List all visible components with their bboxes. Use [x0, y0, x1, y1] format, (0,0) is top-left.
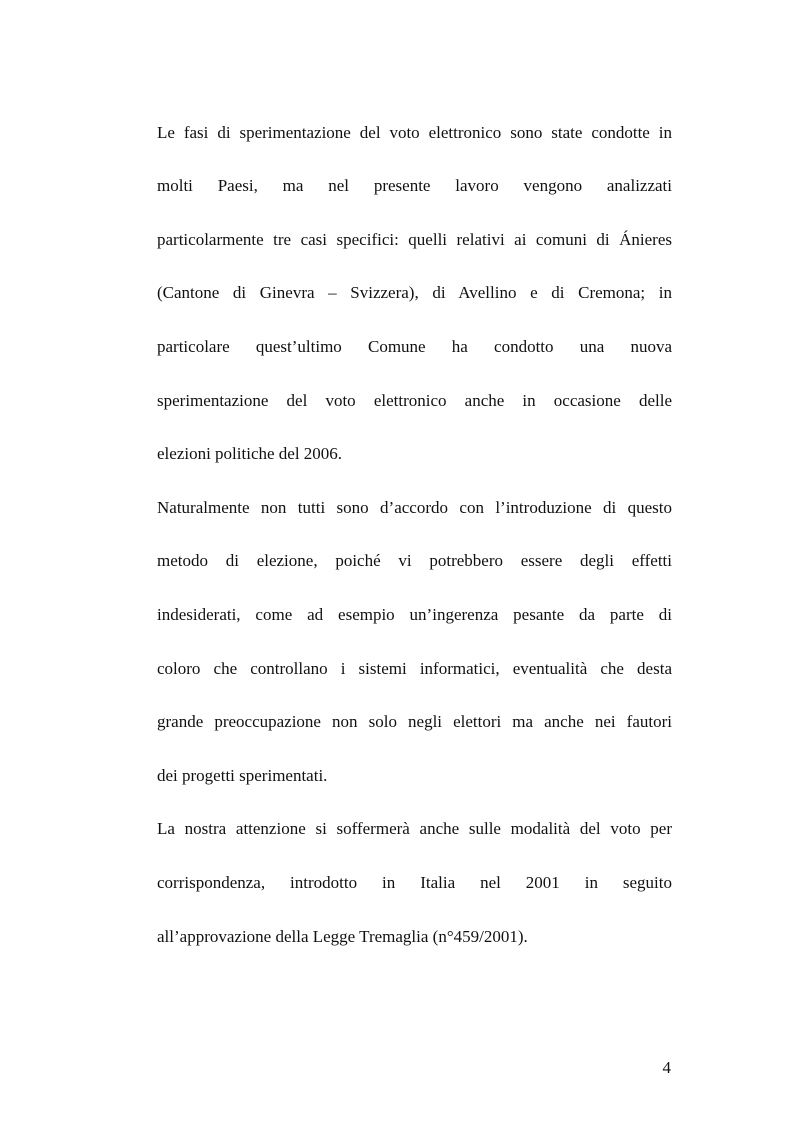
paragraph-3-line-1: La nostra attenzione si soffermerà anche sulle modalità del voto per [157, 819, 672, 838]
paragraph-1-line-2: molti Paesi, ma nel presente lavoro vengono analizzati [157, 176, 672, 195]
paragraph-1-line-6: sperimentazione del voto elettronico anche in occasione delle [157, 391, 672, 410]
paragraph-1-line-1: Le fasi di sperimentazione del voto elettronico sono state condotte in [157, 123, 672, 142]
paragraph-1-line-3: particolarmente tre casi specifici: quelli relativi ai comuni di Ánieres [157, 230, 672, 249]
paragraph-3-line-2: corrispondenza, introdotto in Italia nel 2001 in seguito [157, 873, 672, 892]
paragraph-2-line-5: grande preoccupazione non solo negli elettori ma anche nei fautori [157, 712, 672, 731]
paragraph-1-line-5: particolare quest’ultimo Comune ha condotto una nuova [157, 337, 672, 356]
paragraph-1-line-4: (Cantone di Ginevra – Svizzera), di Avellino e di Cremona; in [157, 283, 672, 302]
page-number: 4 [662, 1058, 671, 1077]
paragraph-2-line-1: Naturalmente non tutti sono d’accordo con l’introduzione di questo [157, 498, 672, 517]
paragraph-1-line-7: elezioni politiche del 2006. [157, 444, 343, 463]
paragraph-2-line-4: coloro che controllano i sistemi informatici, eventualità che desta [157, 659, 672, 678]
paragraph-2-line-6: dei progetti sperimentati. [157, 766, 328, 785]
paragraph-2-line-2: metodo di elezione, poiché vi potrebbero essere degli effetti [157, 551, 672, 570]
paragraph-2-line-3: indesiderati, come ad esempio un’ingerenza pesante da parte di [157, 605, 672, 624]
paragraph-3-line-3: all’approvazione della Legge Tremaglia (n°459/2001). [157, 927, 528, 946]
